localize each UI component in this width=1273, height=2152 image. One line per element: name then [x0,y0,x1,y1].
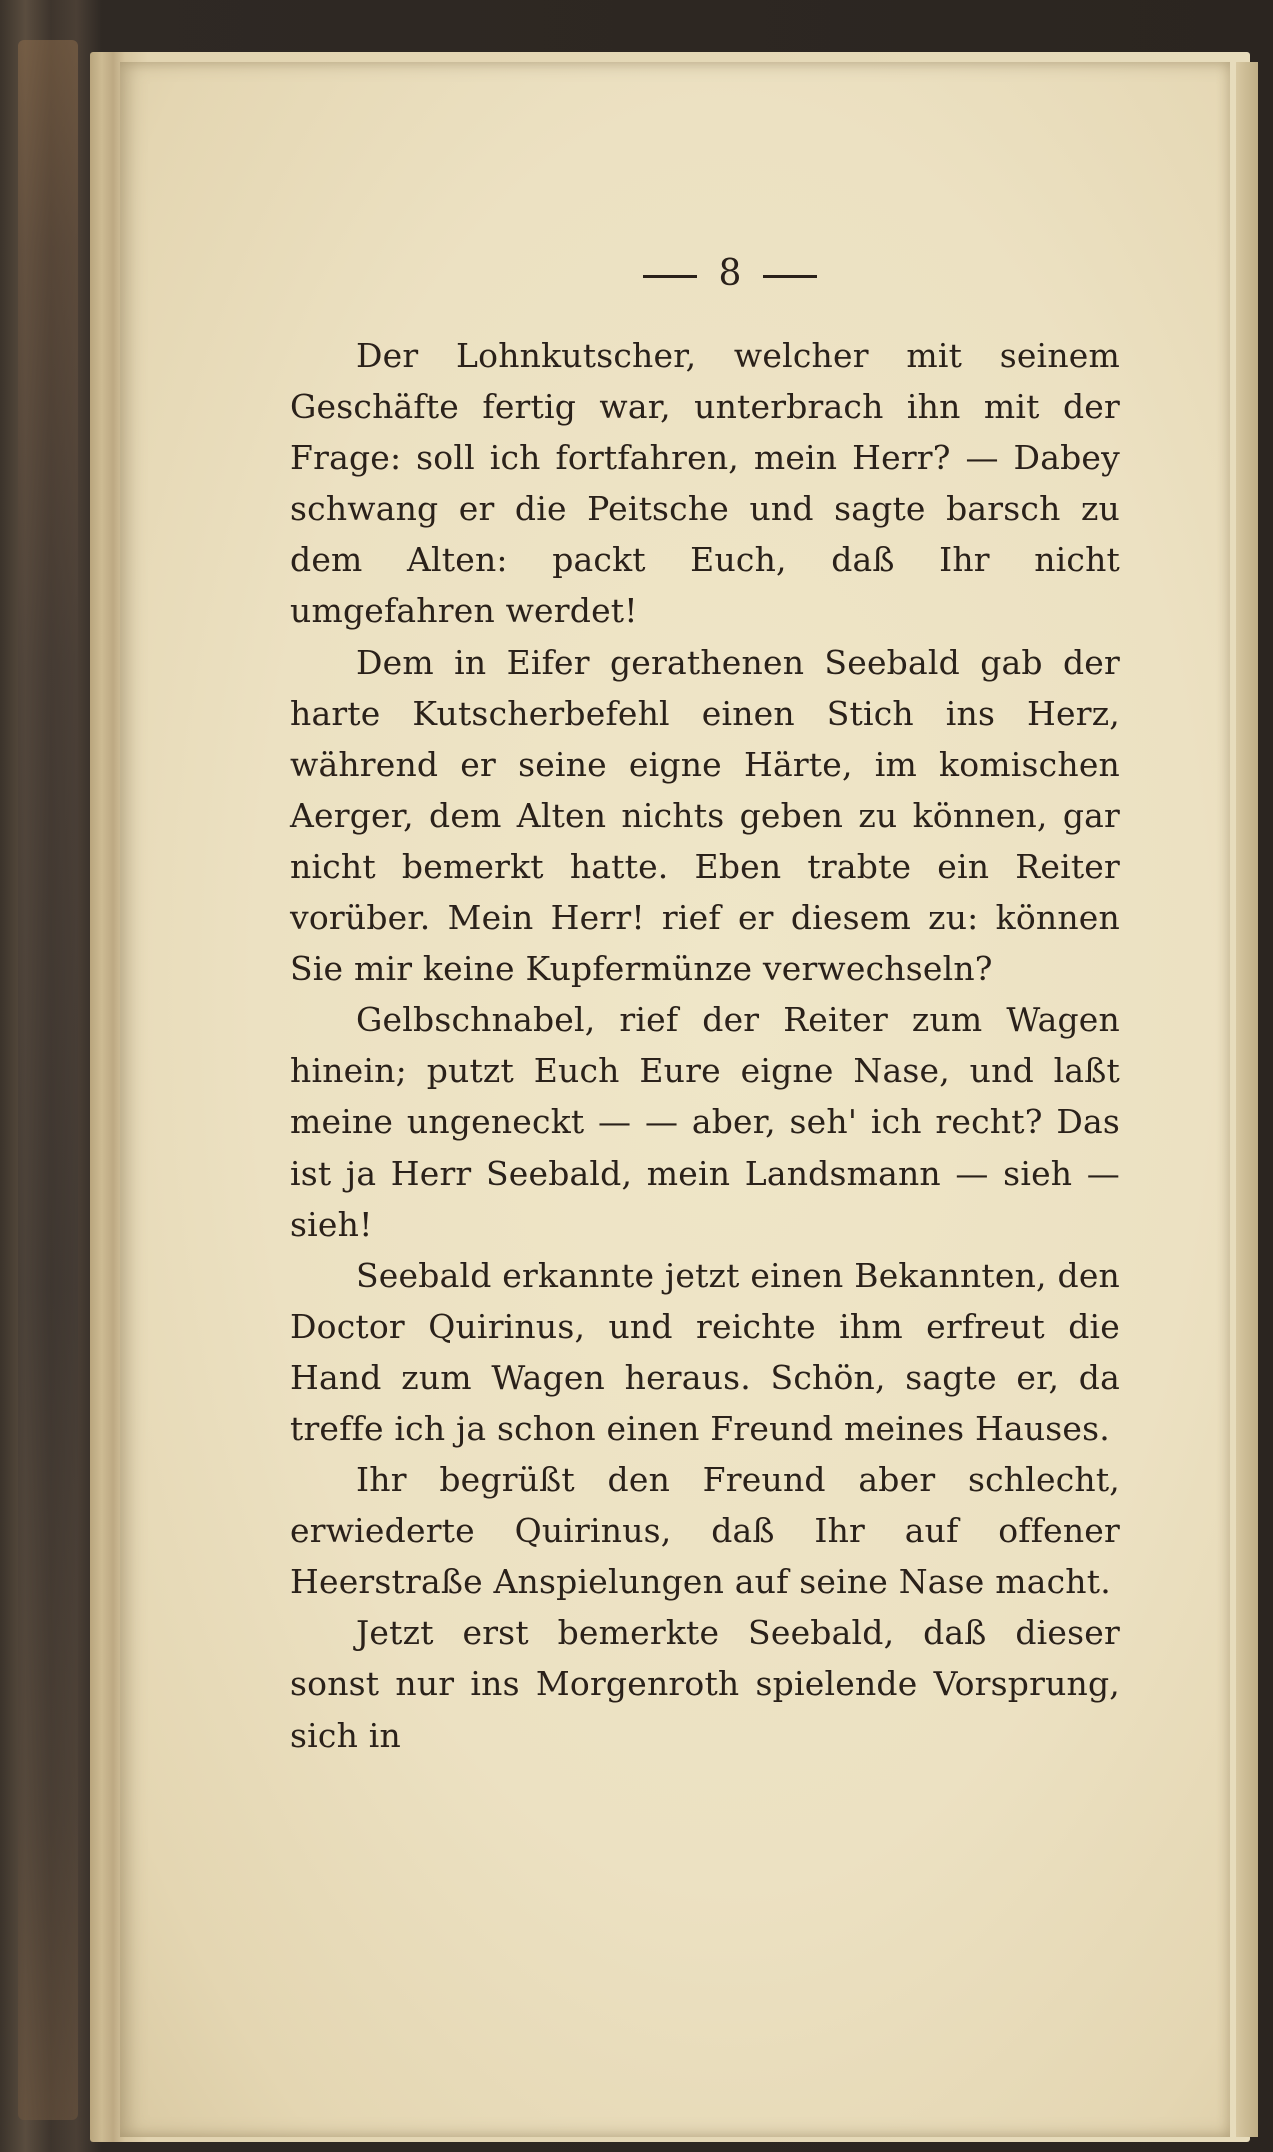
paragraph: Ihr begrüßt den Freund aber schlecht, erwiederte Quirinus, daß Ihr auf offener Heerstraße Anspielungen auf seine Nase macht. [290,1460,1120,1602]
book-spine [18,40,78,2120]
paragraph: Dem in Eifer gerathenen Seebald gab der harte Kutscherbefehl einen Stich ins Herz, während er seine eigne Härte, im komischen Aerger, dem Alten nichts geben zu können, gar nicht bemerkt hatte. Eben trabte ein Reiter vorüber. Mein Herr! rief er diesem zu: können Sie mir keine Kupfermünze verwechseln? [290,642,1120,989]
paragraph: Gelbschnabel, rief der Reiter zum Wagen hinein; putzt Euch Eure eigne Nase, und laßt meine ungeneckt — — aber, seh' ich recht? Das ist ja Herr Seebald, mein Landsmann — sieh — sieh! [290,1000,1120,1244]
page-number-header [600,252,860,296]
page-right-edge [1236,62,1258,2137]
header-dash-left [643,275,697,278]
body-text [290,330,1120,1761]
page-number: 8 [718,253,742,294]
header-dash-right [763,275,817,278]
paragraph: Jetzt erst bemerkte Seebald, daß dieser sonst nur ins Morgenroth spielende Vorsprung, sich in [290,1613,1120,1755]
paragraph: Seebald erkannte jetzt einen Bekannten, den Doctor Quirinus, und reichte ihm erfreut die Hand zum Wagen heraus. Schön, sagte er, da treffe ich ja schon einen Freund meines Hauses. [290,1255,1120,1448]
paragraph: Der Lohnkutscher, welcher mit seinem Geschäfte fertig war, unterbrach ihn mit der Frage: soll ich fortfahren, mein Herr? — Dabey schwang er die Peitsche und sagte barsch zu dem Alten: packt Euch, daß Ihr nicht umgefahren werdet! [290,336,1120,631]
